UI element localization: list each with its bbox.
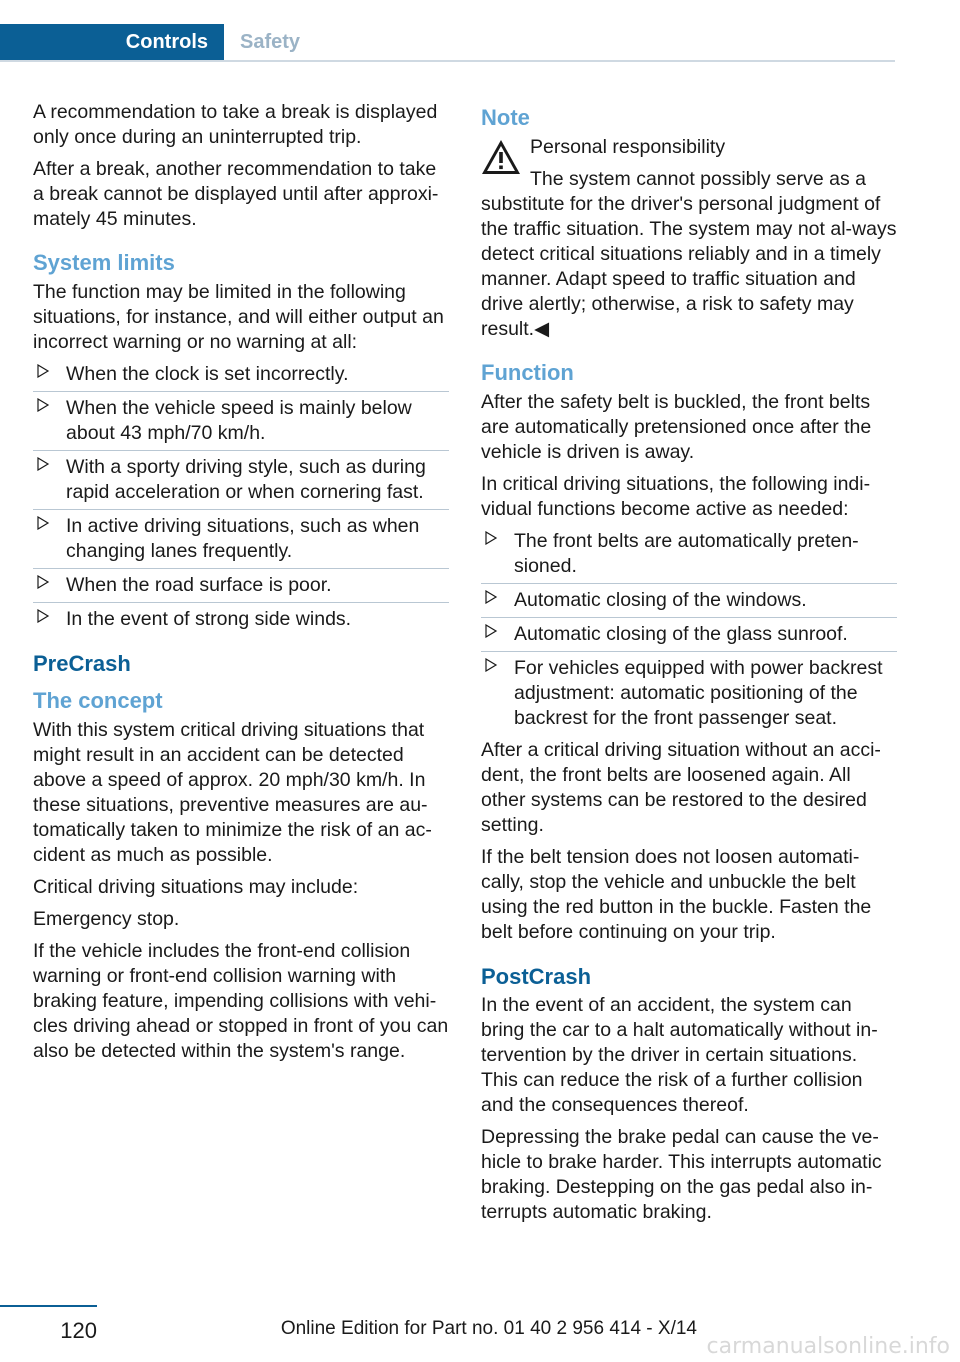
note-title: Personal responsibility [530, 136, 726, 158]
system-limits-list [33, 362, 449, 632]
watermark: carmanualsonline.info [706, 1334, 950, 1359]
paragraph: After a critical driving situation without an acci‐dent, the front belts are loosened again. All other systems can be restored to the desired setting. [481, 739, 881, 836]
list-item-text: Automatic closing of the glass sunroof. [514, 623, 848, 645]
list-item-text: When the clock is set incorrectly. [66, 363, 349, 385]
triangle-bullet-icon [36, 575, 50, 589]
list-item-text: In active driving situations, such as when changing lanes frequently. [66, 515, 420, 562]
left-column [33, 100, 449, 1071]
paragraph: In critical driving situations, the following indi‐vidual functions become active as needed: [481, 473, 871, 520]
page-header [0, 0, 895, 62]
footer-divider [0, 1305, 97, 1307]
list-item [481, 584, 897, 618]
subheading-the-concept: The concept [33, 688, 163, 713]
list-item [33, 451, 449, 510]
header-divider [0, 60, 895, 62]
triangle-bullet-icon [36, 364, 50, 378]
list-item-text: Automatic closing of the windows. [514, 589, 807, 611]
note-first-line: The system cannot possibly serve as a [530, 168, 866, 190]
paragraph: The function may be limited in the following situations, for instance, and will either output an incorrect warning or no warning at all: [33, 281, 444, 353]
paragraph: After a break, another recommendation to take a break cannot be displayed until after approxi‐mately 45 minutes. [33, 158, 439, 230]
list-item-text: In the event of strong side winds. [66, 608, 352, 630]
edition-text: Online Edition for Part no. 01 40 2 956 414 - X/14 [280, 1318, 697, 1339]
list-item-text: With a sporty driving style, such as during rapid acceleration or when cornering fast. [66, 456, 426, 503]
list-item-text: For vehicles equipped with power backrest adjustment: automatic positioning of the backrest for the front passenger seat. [514, 657, 883, 729]
list-item [33, 603, 449, 632]
paragraph: If the belt tension does not loosen automati‐cally, stop the vehicle and unbuckle the belt using the red button in the buckle. Fasten the belt before continuing on your trip. [481, 846, 872, 943]
list-item [33, 510, 449, 569]
list-item [33, 392, 449, 451]
tab-safety[interactable]: Safety [240, 30, 301, 53]
list-item-text: When the road surface is poor. [66, 574, 332, 596]
triangle-bullet-icon [484, 590, 498, 604]
paragraph: Depressing the brake pedal can cause the ve‐hicle to brake harder. This interrupts automatic braking. Destepping on the gas pedal also in‐terrupts automatic braking. [481, 1126, 882, 1223]
tab-controls[interactable]: Controls [0, 24, 224, 60]
paragraph: After the safety belt is buckled, the front belts are automatically pretensioned once after the vehicle is driven is away. [481, 391, 872, 463]
right-column [481, 100, 897, 1232]
section-heading-function: Function [481, 360, 574, 385]
list-item-text: The front belts are automatically preten‐sioned. [514, 530, 859, 577]
paragraph: Critical driving situations may include: [33, 876, 359, 898]
paragraph: If the vehicle includes the front-end collision warning or front-end collision warning with braking feature, impending collisions with vehi‐cles driving ahead or stopped in front of you can also be detected within the system's range. [33, 940, 449, 1062]
note-box [481, 135, 897, 342]
paragraph: Emergency stop. [33, 908, 180, 930]
paragraph: A recommendation to take a break is displayed only once during an uninterrupted trip. [33, 101, 438, 148]
triangle-bullet-icon [36, 398, 50, 412]
triangle-bullet-icon [36, 609, 50, 623]
page-number: 120 [60, 1318, 97, 1343]
list-item-text: When the vehicle speed is mainly below about 43 mph/70 km/h. [66, 397, 412, 444]
note-text: substitute for the driver's personal judgment of the traffic situation. The system may not al‐ways detect critical situations reliably and in a timely manner. Adapt speed to traffic situation and drive alertly; otherwise, a risk to safety may result.◀ [481, 193, 897, 340]
triangle-bullet-icon [484, 624, 498, 638]
paragraph: With this system critical driving situations that might result in an accident can be detected above a speed of approx. 20 mph/30 km/h. In these situations, preventive measures are au‐tomatically taken to minimize the risk of an ac‐cident as much as possible. [33, 719, 432, 866]
triangle-bullet-icon [36, 457, 50, 471]
paragraph: In the event of an accident, the system can bring the car to a halt automatically without in‐tervention by the driver in certain situations. This can reduce the risk of a further collision and the consequences thereof. [481, 994, 878, 1116]
section-heading-precrash: PreCrash [33, 651, 131, 676]
triangle-bullet-icon [484, 658, 498, 672]
list-item [481, 529, 897, 584]
triangle-bullet-icon [484, 531, 498, 545]
list-item [481, 652, 897, 731]
section-heading-system-limits: System limits [33, 250, 175, 275]
list-item [33, 362, 449, 392]
warning-triangle-icon [481, 139, 521, 175]
triangle-bullet-icon [36, 516, 50, 530]
note-heading: Note [481, 105, 530, 130]
function-list [481, 529, 897, 731]
section-heading-postcrash: PostCrash [481, 964, 592, 989]
list-item [481, 618, 897, 652]
list-item [33, 569, 449, 603]
